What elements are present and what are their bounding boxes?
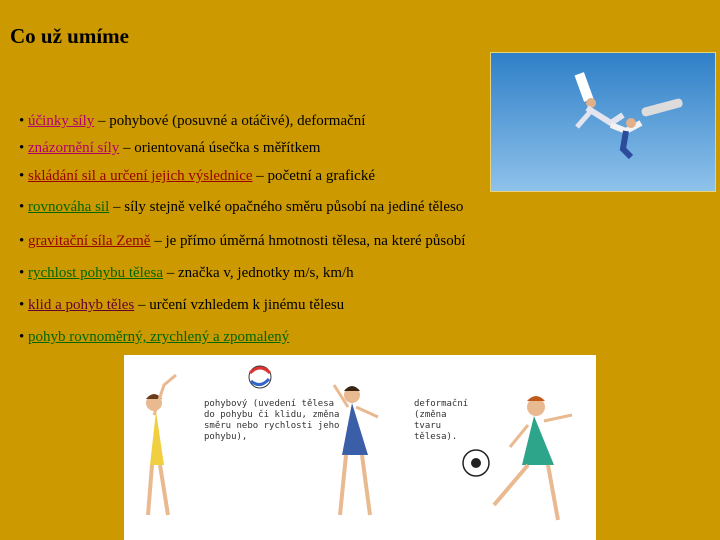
bullet-term: gravitační síla Země <box>28 233 151 249</box>
force-effects-illustration <box>124 355 596 540</box>
bullet-term: rychlost pohybu tělesa <box>28 265 163 281</box>
bullet-term: klid a pohyb těles <box>28 297 135 313</box>
bullet-term: znázornění síly <box>28 140 120 156</box>
bullet-term: účinky síly <box>28 113 95 129</box>
boy-kicking-figure <box>463 396 572 520</box>
bullet-term: skládání sil a určení jejich výslednice <box>28 168 253 184</box>
bullet-term: rovnováha sil <box>28 199 110 215</box>
slide-title: Co už umíme <box>10 24 129 48</box>
bullet-gravity: • gravitační síla Země – je přímo úměrná hmotnosti tělesa, na které působí <box>19 233 466 249</box>
bullet-force-composition: • skládání sil a určení jejich výslednice – početní a grafické <box>19 168 375 184</box>
bullet-rest-and-motion: • klid a pohyb těles – určení vzhledem k jinému tělesu <box>19 297 345 313</box>
bullet-force-equilibrium: • rovnováha sil – síly stejně velké opačného směru působí na jediné těleso <box>19 199 464 215</box>
bullet-term: pohyb rovnoměrný, zrychlený a zpomalený <box>28 329 290 345</box>
bullet-velocity: • rychlost pohybu tělesa – značka v, jednotky m/s, km/h <box>19 265 354 281</box>
caption-motion-effect: pohybový (uvedení tělesa do pohybu či klidu, změna směru nebo rychlosti jeho pohybu), <box>204 399 340 442</box>
bullet-effects-of-force: • účinky síly – pohybové (posuvné a otáčivé), deformační <box>19 113 366 129</box>
caption-deformation-effect: deformační (změna tvaru tělesa). <box>414 399 469 442</box>
bullet-motion-types: • pohyb rovnoměrný, zrychlený a zpomalený <box>19 329 290 345</box>
bullet-force-representation: • znázornění síly – orientovaná úsečka s měřítkem <box>19 140 321 156</box>
